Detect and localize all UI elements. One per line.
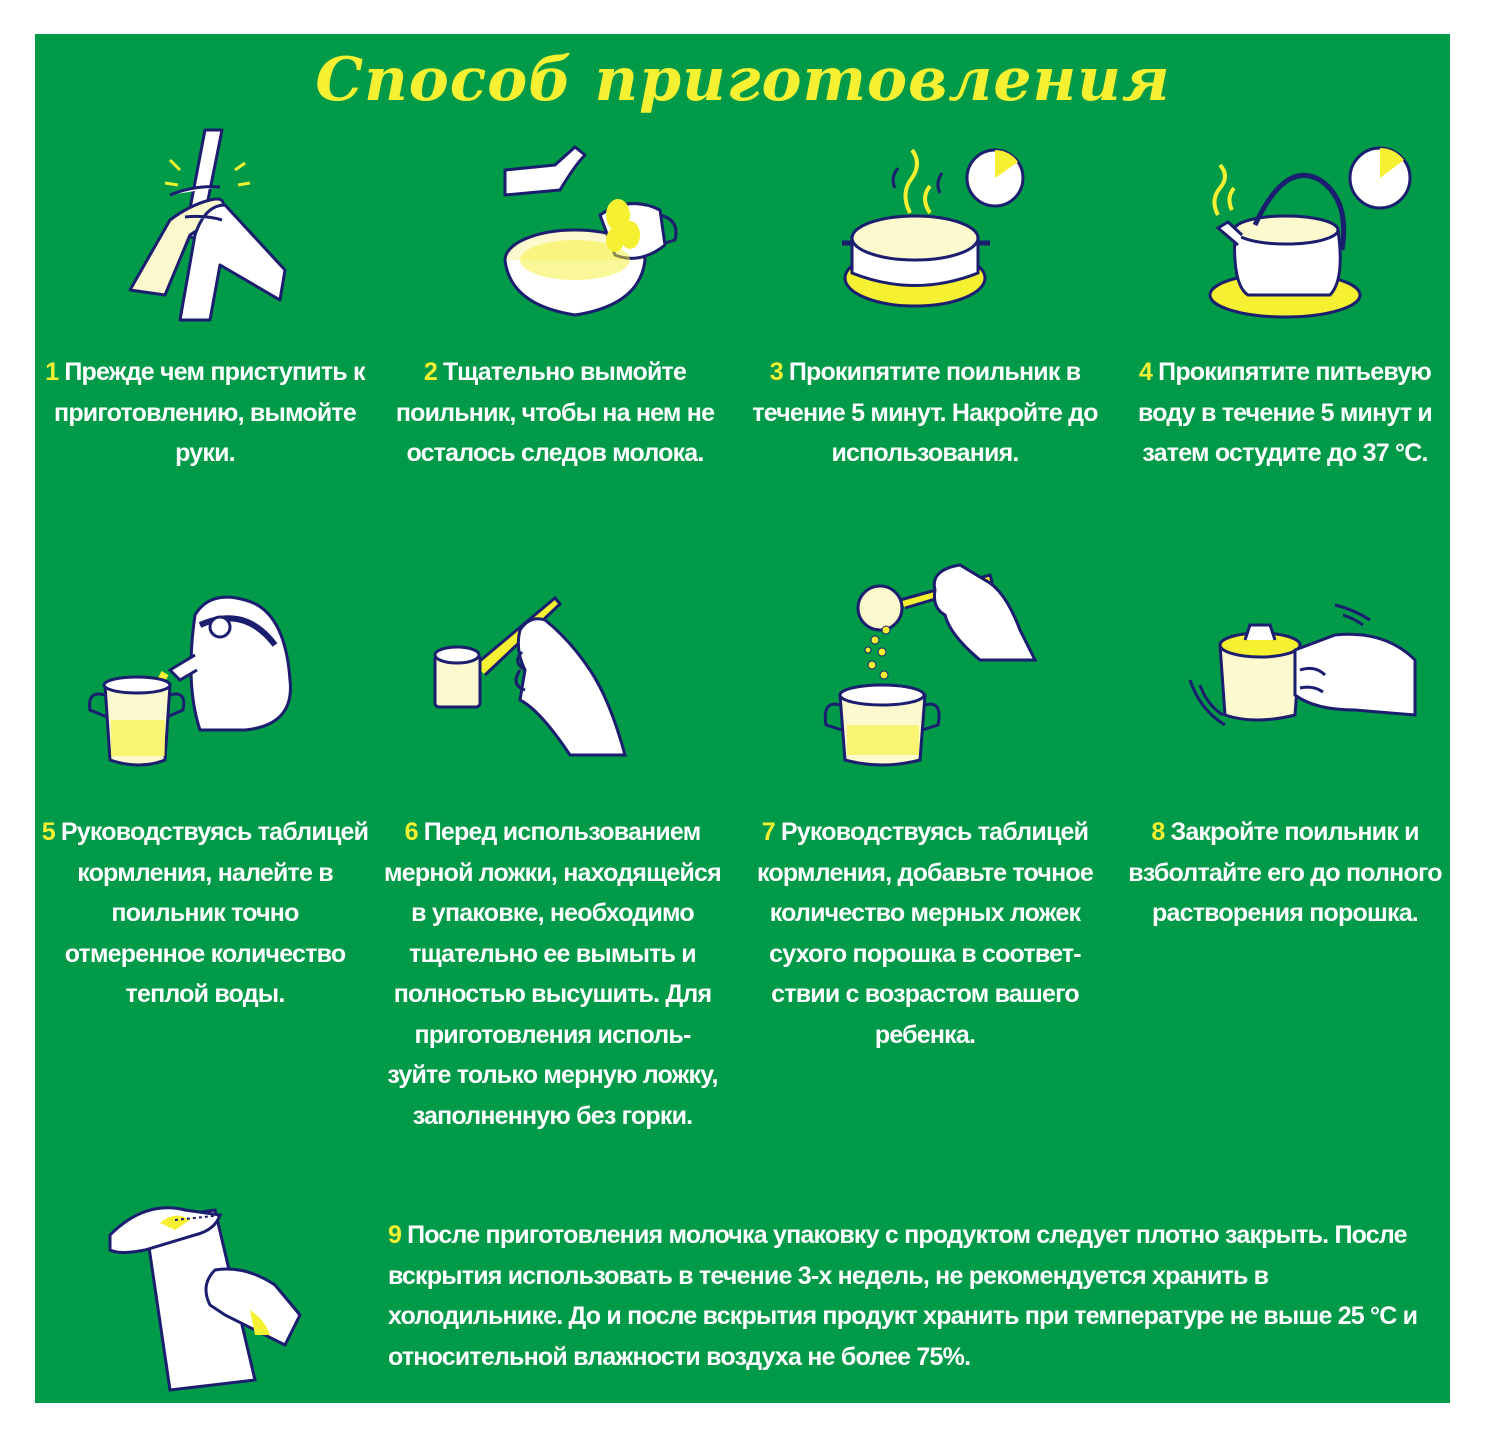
measuring-scoop-icon	[430, 590, 650, 770]
step-7-text: 7 Руководствуясь таблицей кормления, добавьте точное количество мерных ложек сухого порошка в соответ- ствии с возрастом вашего ребенка.	[757, 818, 1093, 1049]
step-5-text: 5 Руководствуясь таблицей кормления, налейте в поильник точно отмеренное количество теплой воды.	[41, 818, 369, 1008]
kettle-on-stove-icon	[1200, 140, 1420, 320]
pouring-water-icon	[85, 585, 305, 775]
step-3-text: 3 Прокипятите поильник в течение 5 минут. Накройте до использования.	[752, 358, 1098, 467]
adding-powder-icon	[820, 560, 1040, 770]
step-8-text: 8 Закройте поильник и взболтайте его до полного растворения порошка.	[1128, 818, 1442, 927]
step-4-text: 4 Прокипятите питьевую воду в течение 5 минут и затем остудите до 37 °С.	[1138, 358, 1432, 467]
closing-package-icon	[105, 1195, 305, 1395]
hand-washing-icon	[110, 125, 300, 325]
washing-cup-icon	[500, 125, 690, 325]
shaking-cup-icon	[1185, 600, 1425, 750]
page-title: Способ приготовления	[315, 45, 1171, 115]
step-6-text: 6 Перед использованием мерной ложки, находящейся в упаковке, необходимо тщательно ее вымыть и полностью высушить. Для приготовления исполь- зуйте только мерную ложку, заполненную без горки.	[384, 818, 721, 1130]
step-1-text: 1 Прежде чем приступить к приготовлению, вымойте руки.	[45, 358, 365, 467]
step-2-text: 2 Тщательно вымойте поильник, чтобы на нем не осталось следов молока.	[395, 358, 715, 467]
step-9-text: 9 После приготовления молочка упаковку с продуктом следует плотно закрыть. После вскрытия использовать в течение 3-х недель, не рекомендуется хранить в холодильнике. До и после вскрытия продукт хранить при температуре не выше 25 °С и относительной влажности воздуха не более 75%.	[388, 1221, 1418, 1371]
boiling-pot-icon	[840, 148, 1030, 308]
